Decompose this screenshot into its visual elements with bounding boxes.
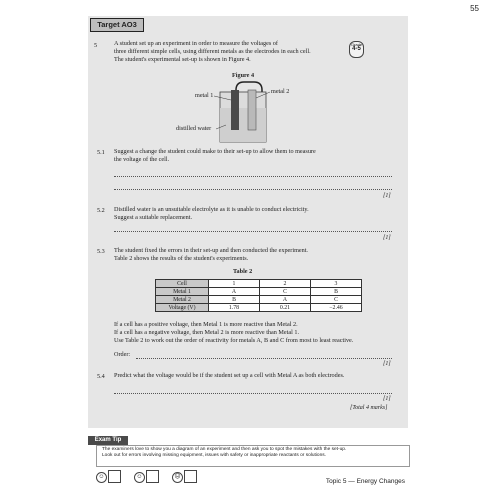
table-header-cell: Voltage (V)	[156, 304, 209, 312]
page-number: 55	[470, 4, 479, 13]
self-assessment-checkbox[interactable]	[184, 470, 197, 483]
table-cell: 2	[260, 280, 311, 288]
answer-line[interactable]	[114, 176, 392, 177]
question-number-5: 5	[94, 42, 98, 49]
q53-text-line-1: The student fixed the errors in their set-up and then conducted the experiment.	[114, 247, 308, 254]
answer-line[interactable]	[114, 189, 392, 190]
table-header-cell: Metal 2	[156, 296, 209, 304]
marks-5-2: [1]	[383, 235, 391, 241]
table-cell: 1	[209, 280, 260, 288]
exam-tip-label: Exam Tip	[88, 436, 128, 445]
figure-title: Figure 4	[232, 72, 255, 79]
q52-text-line-1: Distilled water is an unsuitable electrolyte as it is unable to conduct electricity.	[114, 206, 309, 213]
table-header-cell: Metal 1	[156, 288, 209, 296]
answer-line[interactable]	[136, 358, 392, 359]
exam-tip-text	[102, 447, 402, 459]
table-cell: 3	[311, 280, 362, 288]
table-cell: −2.46	[311, 304, 362, 312]
label-metal-1: metal 1	[195, 92, 214, 99]
table-cell: B	[311, 288, 362, 296]
table-cell: 1.78	[209, 304, 260, 312]
q5-intro-line-3: The student's experimental set-up is shown in Figure 4.	[114, 56, 251, 63]
sad-face-icon: ☹	[172, 472, 183, 483]
self-assessment-checkbox[interactable]	[146, 470, 159, 483]
target-label: Target AO3	[90, 18, 144, 32]
exam-tip-line-2: Look out for errors involving missing equipment, issues with safety or inappropriate reactants or solutions.	[102, 453, 326, 458]
order-label: Order:	[114, 351, 131, 358]
total-marks: [Total 4 marks]	[350, 405, 388, 411]
question-number-5-4: 5.4	[97, 373, 105, 380]
self-assessment-checkbox[interactable]	[108, 470, 121, 483]
happy-face-icon: ☺	[96, 472, 107, 483]
table-row	[156, 304, 362, 312]
q51-text-line-2: the voltage of the cell.	[114, 156, 170, 163]
figure-4-diagram	[196, 80, 306, 146]
marks-5-3: [1]	[383, 361, 391, 367]
electrode-metal-1	[231, 90, 239, 130]
q5-intro-line-1: A student set up an experiment in order to measure the voltages of	[114, 40, 278, 47]
q5-intro-line-2: three different simple cells, using different metals as the electrodes in each cell.	[114, 48, 311, 55]
q54-text: Predict what the voltage would be if the student set up a cell with Metal A as both electrodes.	[114, 372, 345, 379]
question-number-5-2: 5.2	[97, 207, 105, 214]
table-title: Table 2	[233, 268, 253, 275]
results-table	[155, 279, 362, 312]
table-header-cell: Cell	[156, 280, 209, 288]
table-cell: A	[209, 288, 260, 296]
q53-text-line-2: Table 2 shows the results of the student's experiments.	[114, 255, 249, 262]
label-distilled-water: distilled water	[176, 125, 212, 132]
table-cell: C	[260, 288, 311, 296]
table-row	[156, 280, 362, 288]
neutral-face-icon: ☺	[134, 472, 145, 483]
q51-text-line-1: Suggest a change the student could make to their set-up to allow them to measure	[114, 148, 316, 155]
table-row	[156, 296, 362, 304]
label-metal-2: metal 2	[271, 88, 290, 95]
q53-rule-line-3: Use Table 2 to work out the order of reactivity for metals A, B and C from most to least reactive.	[114, 337, 354, 344]
answer-line[interactable]	[114, 231, 392, 232]
marks-5-4: [1]	[383, 396, 391, 402]
q53-rule-line-1: If a cell has a positive voltage, then Metal 1 is more reactive than Metal 2.	[114, 321, 298, 328]
page-footer: Topic 5 — Energy Changes	[325, 478, 405, 485]
question-number-5-3: 5.3	[97, 248, 105, 255]
table-cell: B	[209, 296, 260, 304]
marks-5-1: [1]	[383, 193, 391, 199]
table-cell: 0.21	[260, 304, 311, 312]
table-row	[156, 288, 362, 296]
grade-badge: Grade 4-5	[349, 41, 364, 58]
table-cell: C	[311, 296, 362, 304]
table-cell: A	[260, 296, 311, 304]
q52-text-line-2: Suggest a suitable replacement.	[114, 214, 193, 221]
answer-line[interactable]	[114, 393, 392, 394]
grade-value: 4-5	[352, 46, 361, 52]
electrode-metal-2	[248, 90, 256, 130]
exam-tip-line-1: The examiners love to show you a diagram of an experiment and then ask you to spot the mistakes with the set-up.	[102, 447, 347, 452]
question-number-5-1: 5.1	[97, 149, 105, 156]
q53-rule-line-2: If a cell has a negative voltage, then Metal 2 is more reactive than Metal 1.	[114, 329, 300, 336]
water	[220, 108, 266, 142]
